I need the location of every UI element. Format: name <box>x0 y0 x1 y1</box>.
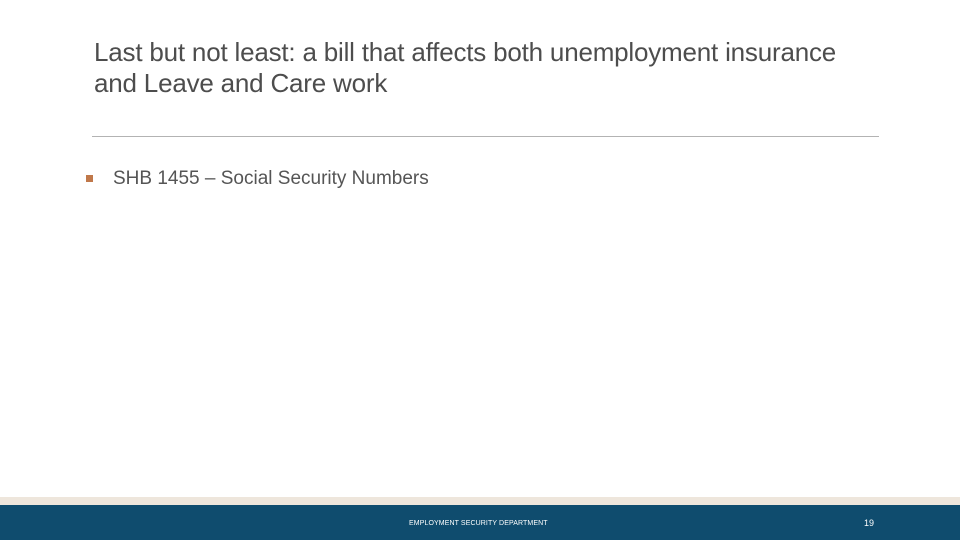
square-bullet-icon <box>86 175 93 182</box>
footer-accent-stripe <box>0 497 960 505</box>
bullet-text: SHB 1455 – Social Security Numbers <box>113 168 429 189</box>
slide-title: Last but not least: a bill that affects both unemployment insurance and Leave and Care work <box>94 37 837 98</box>
footer-department: EMPLOYMENT SECURITY DEPARTMENT <box>409 520 548 527</box>
bullet-item <box>86 166 429 192</box>
page-number: 19 <box>864 518 875 528</box>
title-divider <box>92 136 879 137</box>
bullet-list <box>86 166 429 192</box>
